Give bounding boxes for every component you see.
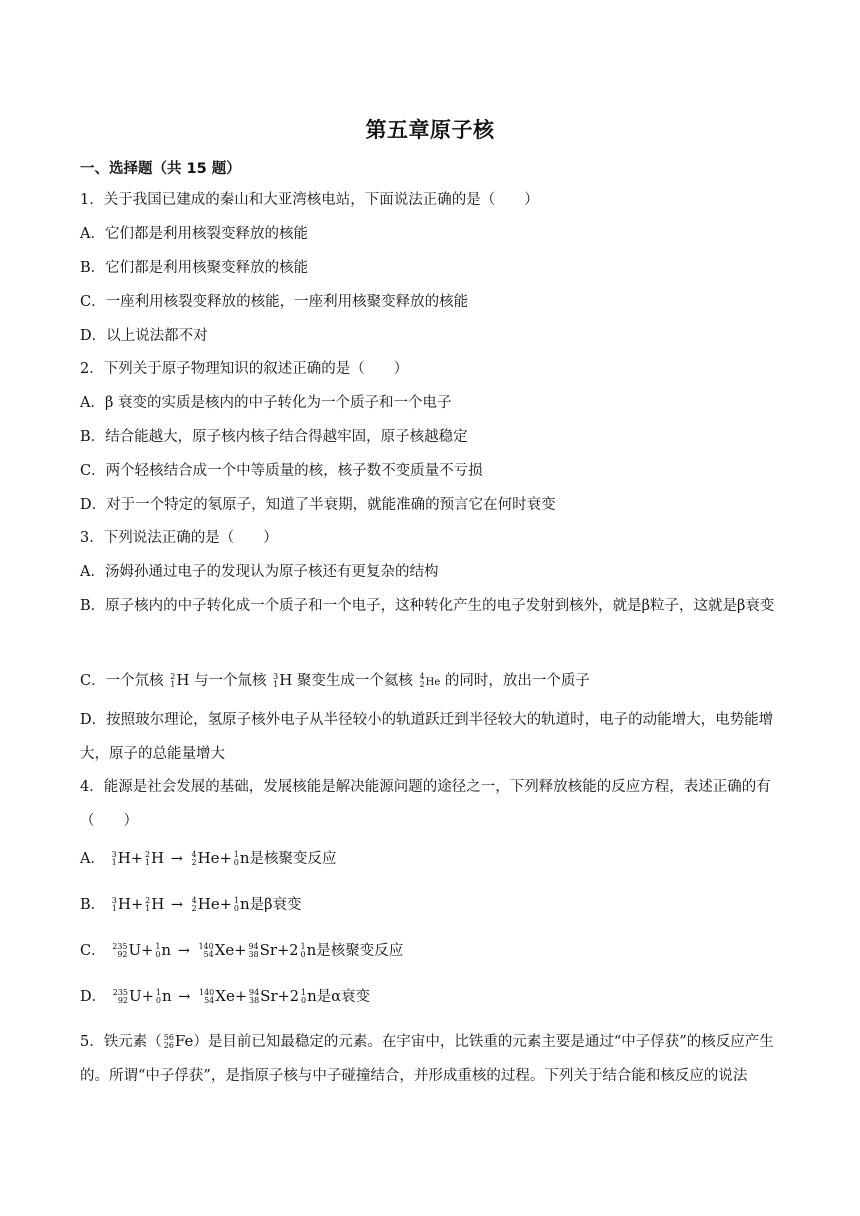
- q3-option-b: B．原子核内的中子转化成一个质子和一个电子，这种转化产生的电子发射到核外，就是β粒子，这就是β衰变: [80, 598, 775, 614]
- q4-option-b: B． 3 1 H+ 2 1 H → 4 2 He+ 1 0 n是β衰变: [80, 895, 302, 913]
- page-title: 第五章原子核: [365, 118, 495, 142]
- triton-symbol: 3 1 H: [273, 671, 293, 689]
- q3-c-pre: C．一个氘核: [80, 673, 164, 689]
- q1-option-b: B．它们都是利用核聚变释放的核能: [80, 260, 309, 276]
- section-heading: 一、选择题（共 15 题）: [80, 161, 241, 177]
- q3-option-a: A．汤姆孙通过电子的发现认为原子核还有更复杂的结构: [80, 564, 439, 580]
- q1-option-a: A．它们都是利用核裂变释放的核能: [80, 226, 308, 242]
- deuteron-symbol: 2 1 H: [170, 671, 190, 689]
- q2-stem: 2．下列关于原子物理知识的叙述正确的是（ ）: [80, 361, 409, 377]
- q3-stem: 3．下列说法正确的是（ ）: [80, 530, 278, 546]
- q1-option-d: D．以上说法都不对: [80, 328, 208, 344]
- helium-symbol: 4 2 He: [419, 672, 441, 689]
- q4-stem: 4．能源是社会发展的基础，发展核能是解决能源问题的途径之一，下列释放核能的反应方程，表述正确的有（ ）: [80, 779, 771, 829]
- q1-option-c: C．一座利用核裂变释放的核能，一座利用核聚变释放的核能: [80, 294, 469, 310]
- q4-option-c: C． 235 92 U+ 1 0 n → 140 54 Xe+ 94 38 Sr+2 1 0 n是核聚变反应: [80, 941, 404, 959]
- q2-option-c: C．两个轻核结合成一个中等质量的核，核子数不变质量不亏损: [80, 463, 483, 479]
- q1-stem: 1．关于我国已建成的秦山和大亚湾核电站，下面说法正确的是（ ）: [80, 192, 539, 208]
- q3-option-c: [80, 670, 785, 693]
- q3-c-mid2: 聚变生成一个氦核: [296, 673, 413, 689]
- q2-option-d: D．对于一个特定的氡原子，知道了半衰期，就能准确的预言它在何时衰变: [80, 497, 556, 513]
- iron-symbol: 56 26 Fe: [163, 1032, 194, 1050]
- q3-c-post: 的同时，放出一个质子: [444, 673, 590, 689]
- q3-c-mid: 与一个氚核: [194, 673, 267, 689]
- q3-option-d: D．按照玻尔理论，氢原子核外电子从半径较小的轨道跃迁到半径较大的轨道时，电子的动能增大，电势能增大，原子的总能量增大: [80, 712, 774, 762]
- q2-option-a: A．β 衰变的实质是核内的中子转化为一个质子和一个电子: [80, 395, 452, 411]
- q4-option-a: A． 3 1 H+ 2 1 H → 4 2 He+ 1 0 n是核聚变反应: [80, 849, 337, 867]
- q5-stem: 5．铁元素（ 56 26 Fe）是目前已知最稳定的元素。在宇宙中，比铁重的元素主要是通过“中子俘获”的核反应产生的。所谓“中子俘获”，是指原子核与中子碰撞结合，并形成重核的过程。下列关于结合能和核反应的说法: [80, 1024, 785, 1093]
- q2-option-b: B．结合能越大，原子核内核子结合得越牢固，原子核越稳定: [80, 429, 468, 445]
- q4-option-d: D． 235 92 U+ 1 0 n → 140 54 Xe+ 94 38 Sr+2 1 0 n是α衰变: [80, 987, 371, 1005]
